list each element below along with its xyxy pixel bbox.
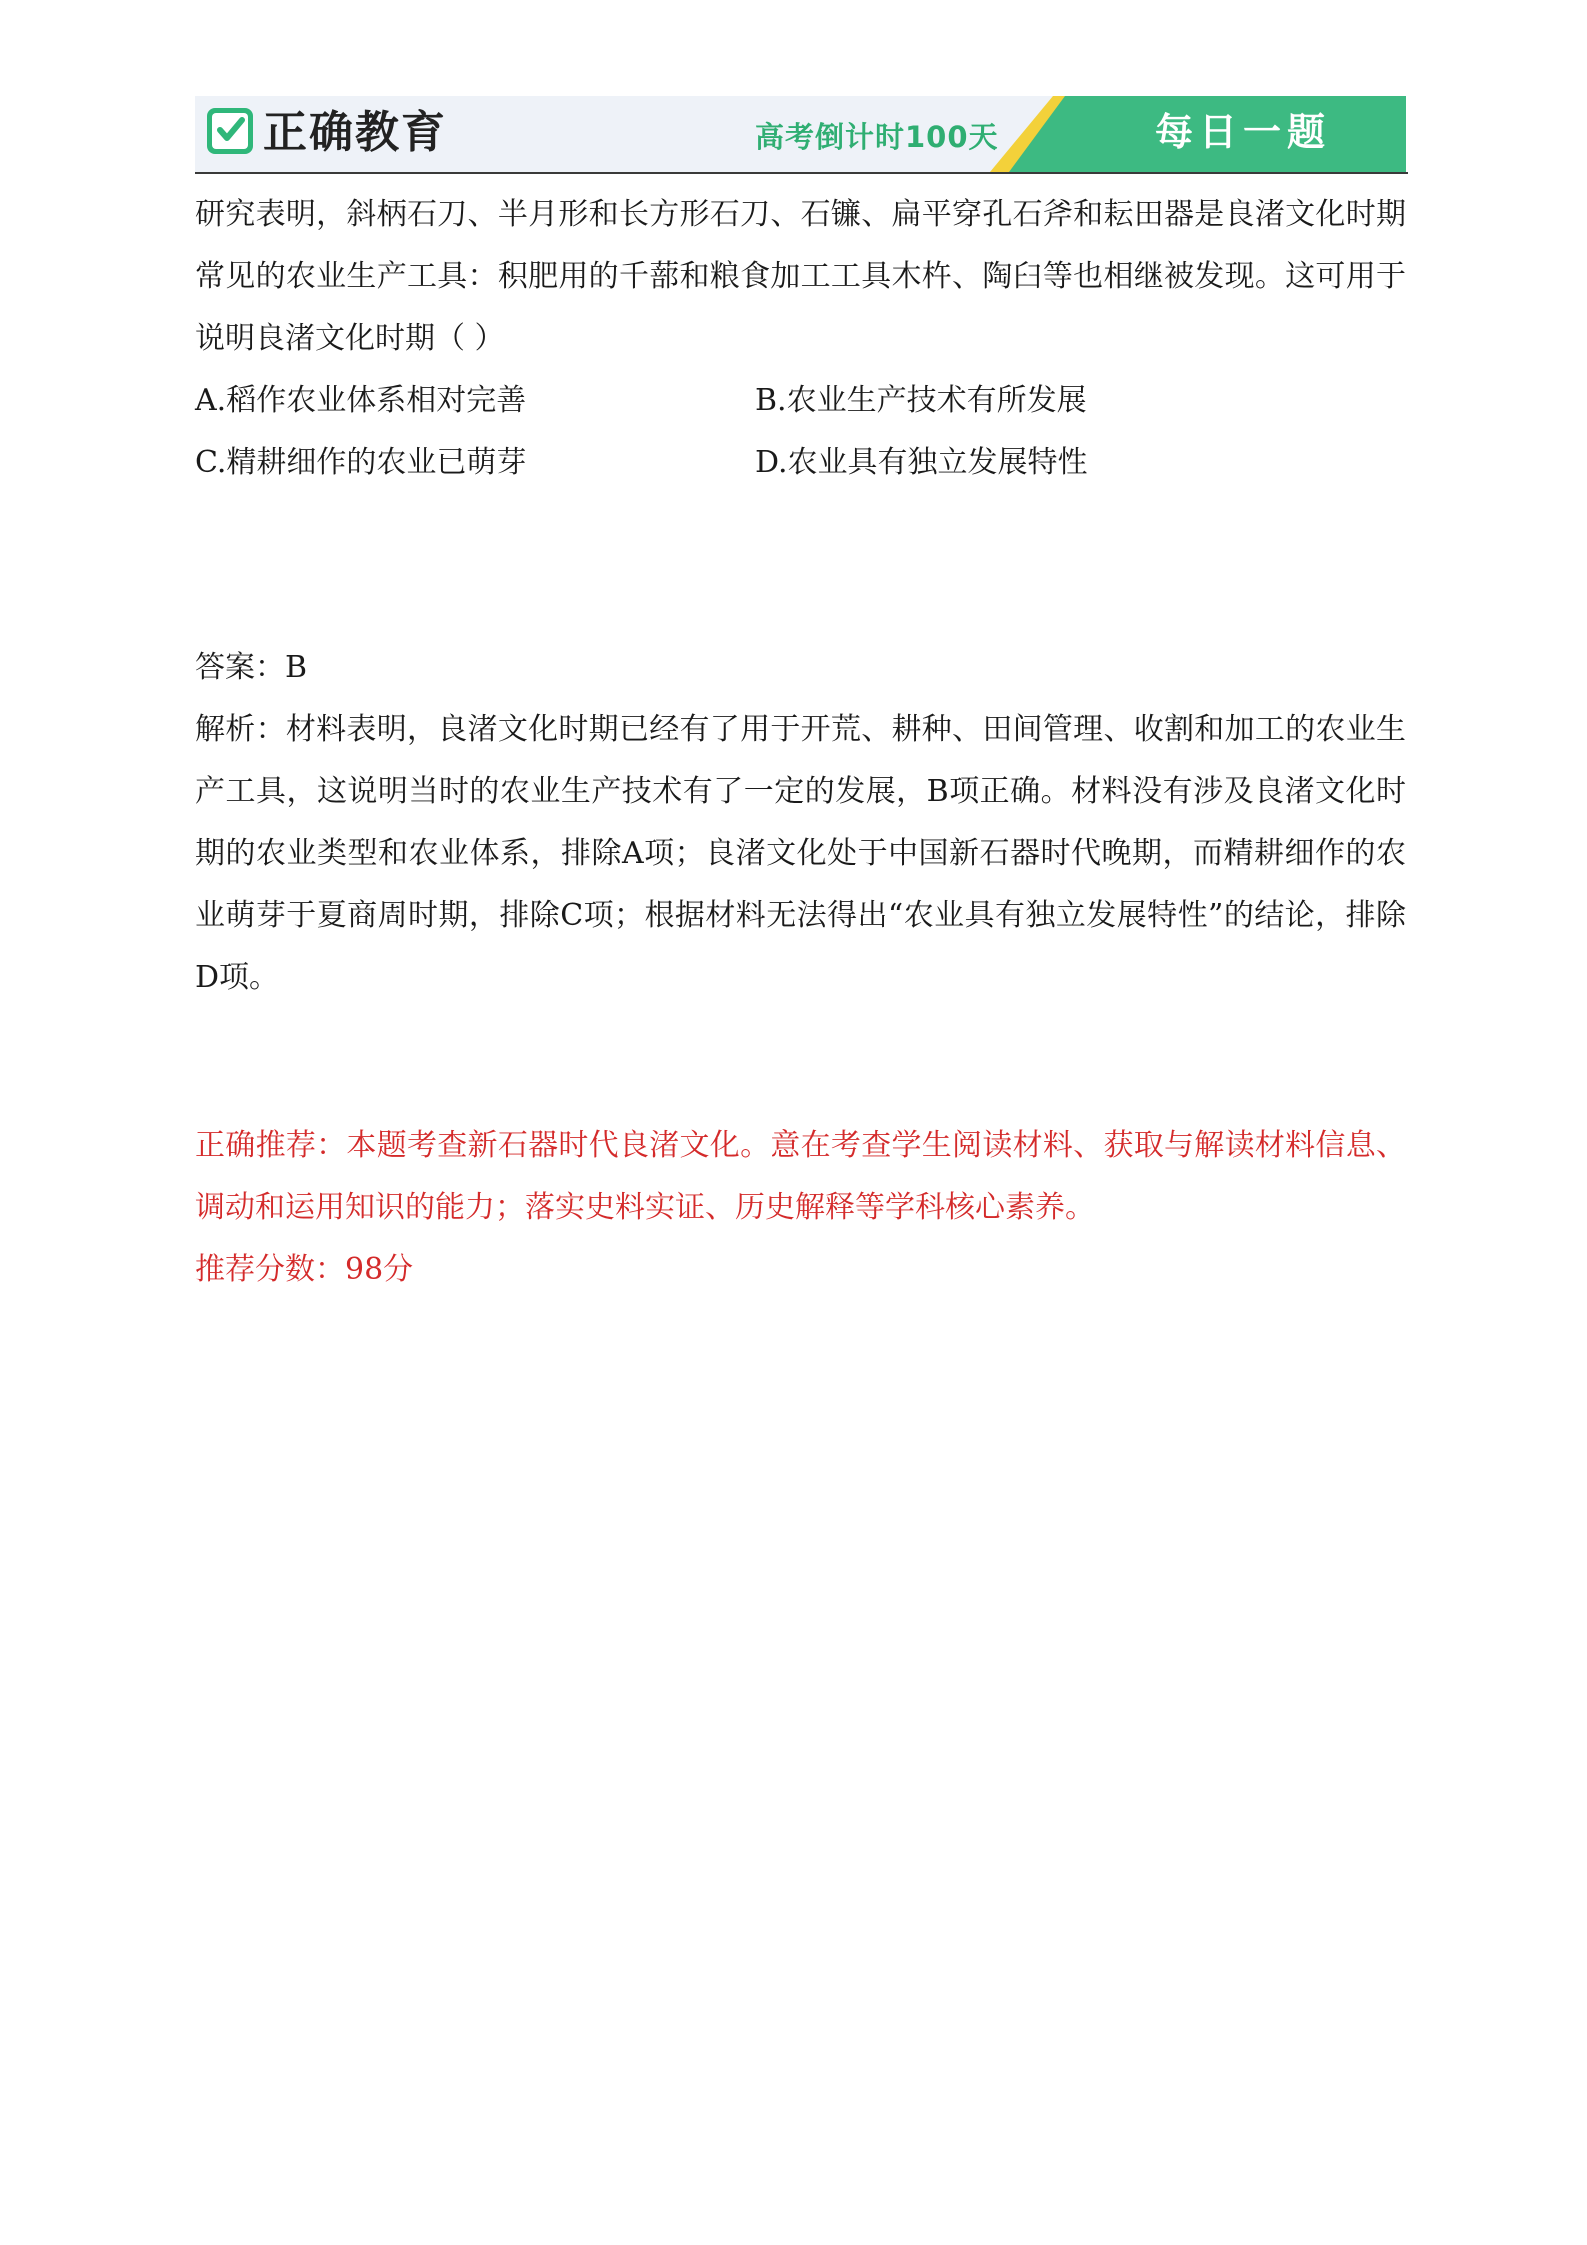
analysis-paragraph: 解析：材料表明，良渚文化时期已经有了用于开荒、耕种、田间管理、收割和加工的农业生产工具，这说明当时的农业生产技术有了一定的发展，B项正确。材料没有涉及良渚文化时期的农业类型和农业体系，排除A项；良渚文化处于中国新石器时代晚期，而精耕细作的农业萌芽于夏商周时期，排除C项；根据材料无法得出“农业具有独立发展特性”的结论，排除D项。	[195, 712, 1406, 995]
option-a: A.稻作农业体系相对完善	[195, 383, 527, 418]
header-banner	[195, 96, 1406, 172]
countdown-label: 高考倒计时100天	[755, 120, 999, 154]
recommendation-paragraph: 正确推荐：本题考查新石器时代良渚文化。意在考查学生阅读材料、获取与解读材料信息、调动和运用知识的能力；落实史料实证、历史解释等学科核心素养。	[195, 1128, 1406, 1225]
option-d: D.农业具有独立发展特性	[755, 445, 1088, 480]
daily-question-label: 每日一题	[1155, 110, 1332, 154]
answer-line: 答案：B	[195, 650, 308, 685]
question-stem: 研究表明，斜柄石刀、半月形和长方形石刀、石镰、扁平穿孔石斧和耘田器是良渚文化时期常见的农业生产工具：积肥用的千蔀和粮食加工工具木杵、陶臼等也相继被发现。这可用于说明良渚文化时期（ ）	[195, 197, 1406, 356]
brand-name: 正确教育	[263, 107, 447, 158]
header-divider	[195, 172, 1408, 174]
options-list	[195, 370, 1406, 494]
options-row	[195, 370, 1406, 432]
checkmark-icon	[207, 108, 253, 154]
recommended-score: 推荐分数：98分	[195, 1252, 414, 1287]
option-c: C.精耕细作的农业已萌芽	[195, 445, 527, 480]
options-row	[195, 432, 1406, 494]
option-b: B.农业生产技术有所发展	[755, 383, 1087, 418]
